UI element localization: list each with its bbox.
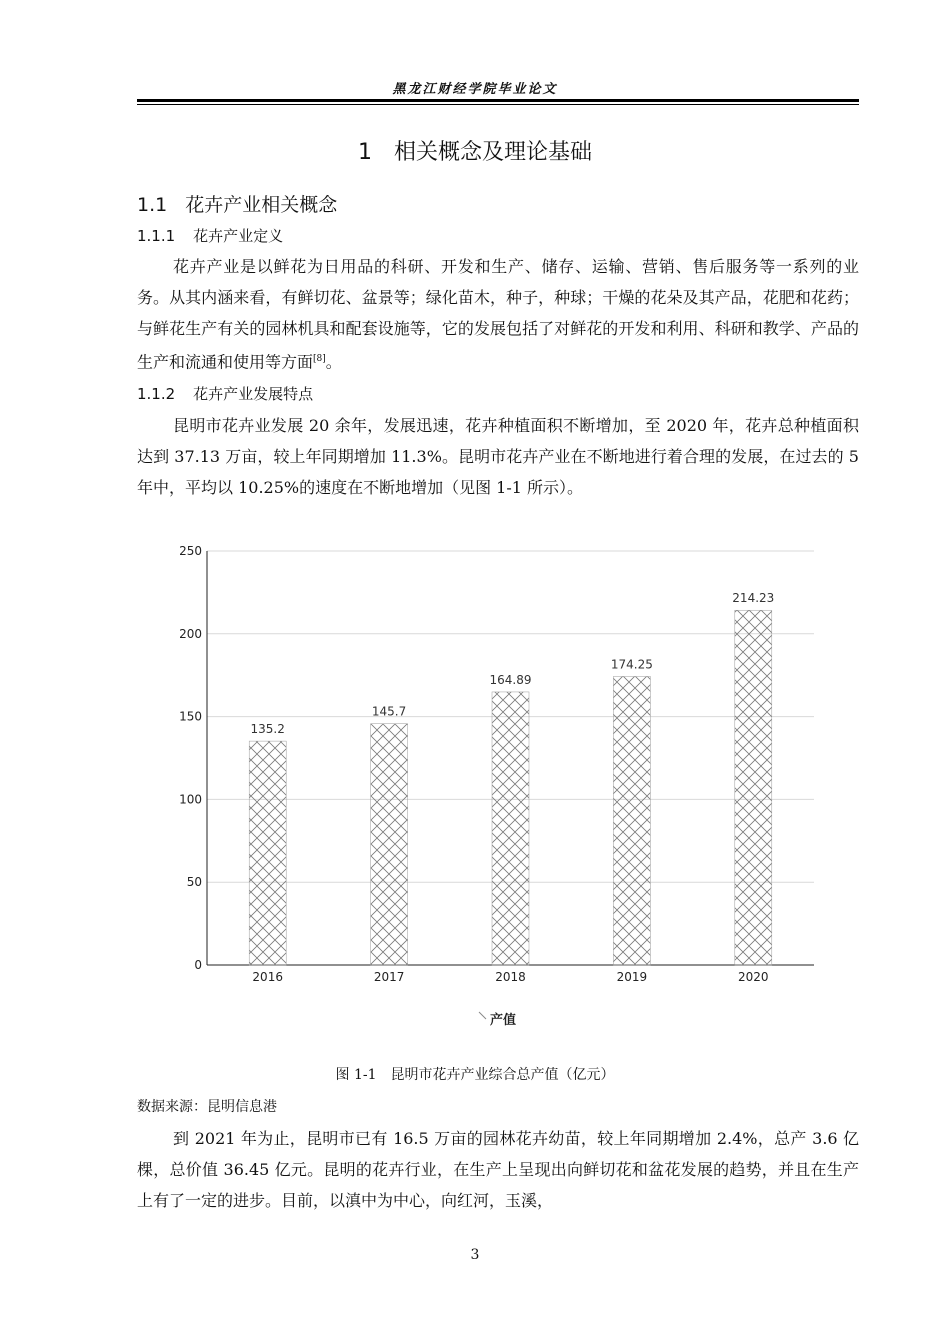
chapter-number: 1 bbox=[357, 140, 372, 165]
bar bbox=[735, 610, 772, 965]
y-tick-label: 50 bbox=[186, 875, 202, 890]
bar-value-label: 174.25 bbox=[610, 657, 653, 672]
legend-label: 产值 bbox=[490, 1013, 517, 1028]
x-tick-label: 2020 bbox=[738, 970, 769, 984]
header-rule-thin bbox=[137, 104, 859, 105]
header-rule-thick bbox=[137, 99, 859, 102]
paragraph-text: 花卉产业是以鲜花为日用品的科研、开发和生产、储存、运输、营销、售后服务等一系列的业务。从其内涵来看，有鲜切花、盆景等；绿化苗木，种子，种球；干燥的花朵及其产品，花肥和花药；与鲜花生产有关的园林机具和配套设施等，它的发展包括了对鲜花的开发和利用、科研和教学、产品的生产和流通和使用等方面 bbox=[137, 257, 859, 372]
subsection-number: 1.1.2 bbox=[137, 385, 176, 403]
x-tick-label: 2016 bbox=[252, 970, 283, 984]
bar-value-label: 145.7 bbox=[371, 704, 407, 719]
chapter-title: 相关概念及理论基础 bbox=[393, 140, 592, 165]
bar-value-label: 164.89 bbox=[489, 672, 532, 687]
bar-chart bbox=[137, 538, 859, 1038]
x-tick-label: 2017 bbox=[373, 970, 405, 984]
bar bbox=[492, 692, 529, 965]
subsection-title: 花卉产业发展特点 bbox=[193, 385, 314, 403]
y-tick-label: 150 bbox=[179, 709, 202, 724]
paragraph-end: 。 bbox=[325, 352, 342, 372]
bar-value-label: 135.2 bbox=[250, 722, 285, 737]
figure-caption bbox=[0, 1064, 950, 1084]
bar-value-label: 214.23 bbox=[732, 591, 775, 606]
figure-number: 图 1-1 bbox=[335, 1067, 377, 1083]
citation: [8] bbox=[313, 354, 326, 364]
y-tick-label: 100 bbox=[179, 792, 202, 807]
section-title: 花卉产业相关概念 bbox=[185, 194, 338, 216]
page-number: 3 bbox=[470, 1247, 480, 1263]
bar bbox=[249, 741, 286, 965]
figure-caption-text: 昆明市花卉产业综合总产值（亿元） bbox=[390, 1067, 615, 1083]
paragraph-features: 昆明市花卉业发展 20 余年，发展迅速，花卉种植面积不断增加，至 2020 年，花卉总种植面积达到 37.13 万亩，较上年同期增加 11.3%。昆明市花卉产业在不断地进行着合理的发展，在过去的 5 年中，平均以 10.25%的速度在不断地增加（见图 1-1 所示）。 bbox=[137, 416, 859, 497]
running-header: 黑龙江财经学院毕业论文 bbox=[392, 82, 558, 97]
subsection-heading-features bbox=[137, 383, 313, 404]
chapter-heading bbox=[0, 135, 950, 166]
section-heading bbox=[137, 190, 337, 217]
y-tick-label: 200 bbox=[179, 626, 202, 641]
data-source-note: 数据来源：昆明信息港 bbox=[137, 1099, 277, 1115]
x-tick-label: 2019 bbox=[616, 970, 648, 984]
bar bbox=[613, 676, 650, 965]
y-tick-label: 0 bbox=[194, 958, 202, 972]
subsection-number: 1.1.1 bbox=[137, 227, 176, 245]
paragraph-definition bbox=[137, 251, 859, 377]
subsection-heading-definition bbox=[137, 225, 283, 246]
legend-swatch bbox=[479, 1012, 486, 1019]
bar bbox=[371, 724, 408, 965]
y-tick-label: 250 bbox=[179, 544, 202, 558]
section-number: 1.1 bbox=[137, 194, 168, 216]
chart-svg bbox=[137, 538, 859, 1038]
x-tick-label: 2018 bbox=[495, 970, 526, 984]
paragraph-seedlings: 到 2021 年为止，昆明市已有 16.5 万亩的园林花卉幼苗，较上年同期增加 2.4%，总产 3.6 亿棵，总价值 36.45 亿元。昆明的花卉行业，在生产上呈现出向鲜切花和盆花发展的趋势，并且在生产上有了一定的进步。目前，以滇中为中心，向红河，玉溪， bbox=[137, 1129, 859, 1210]
subsection-title: 花卉产业定义 bbox=[193, 227, 284, 245]
